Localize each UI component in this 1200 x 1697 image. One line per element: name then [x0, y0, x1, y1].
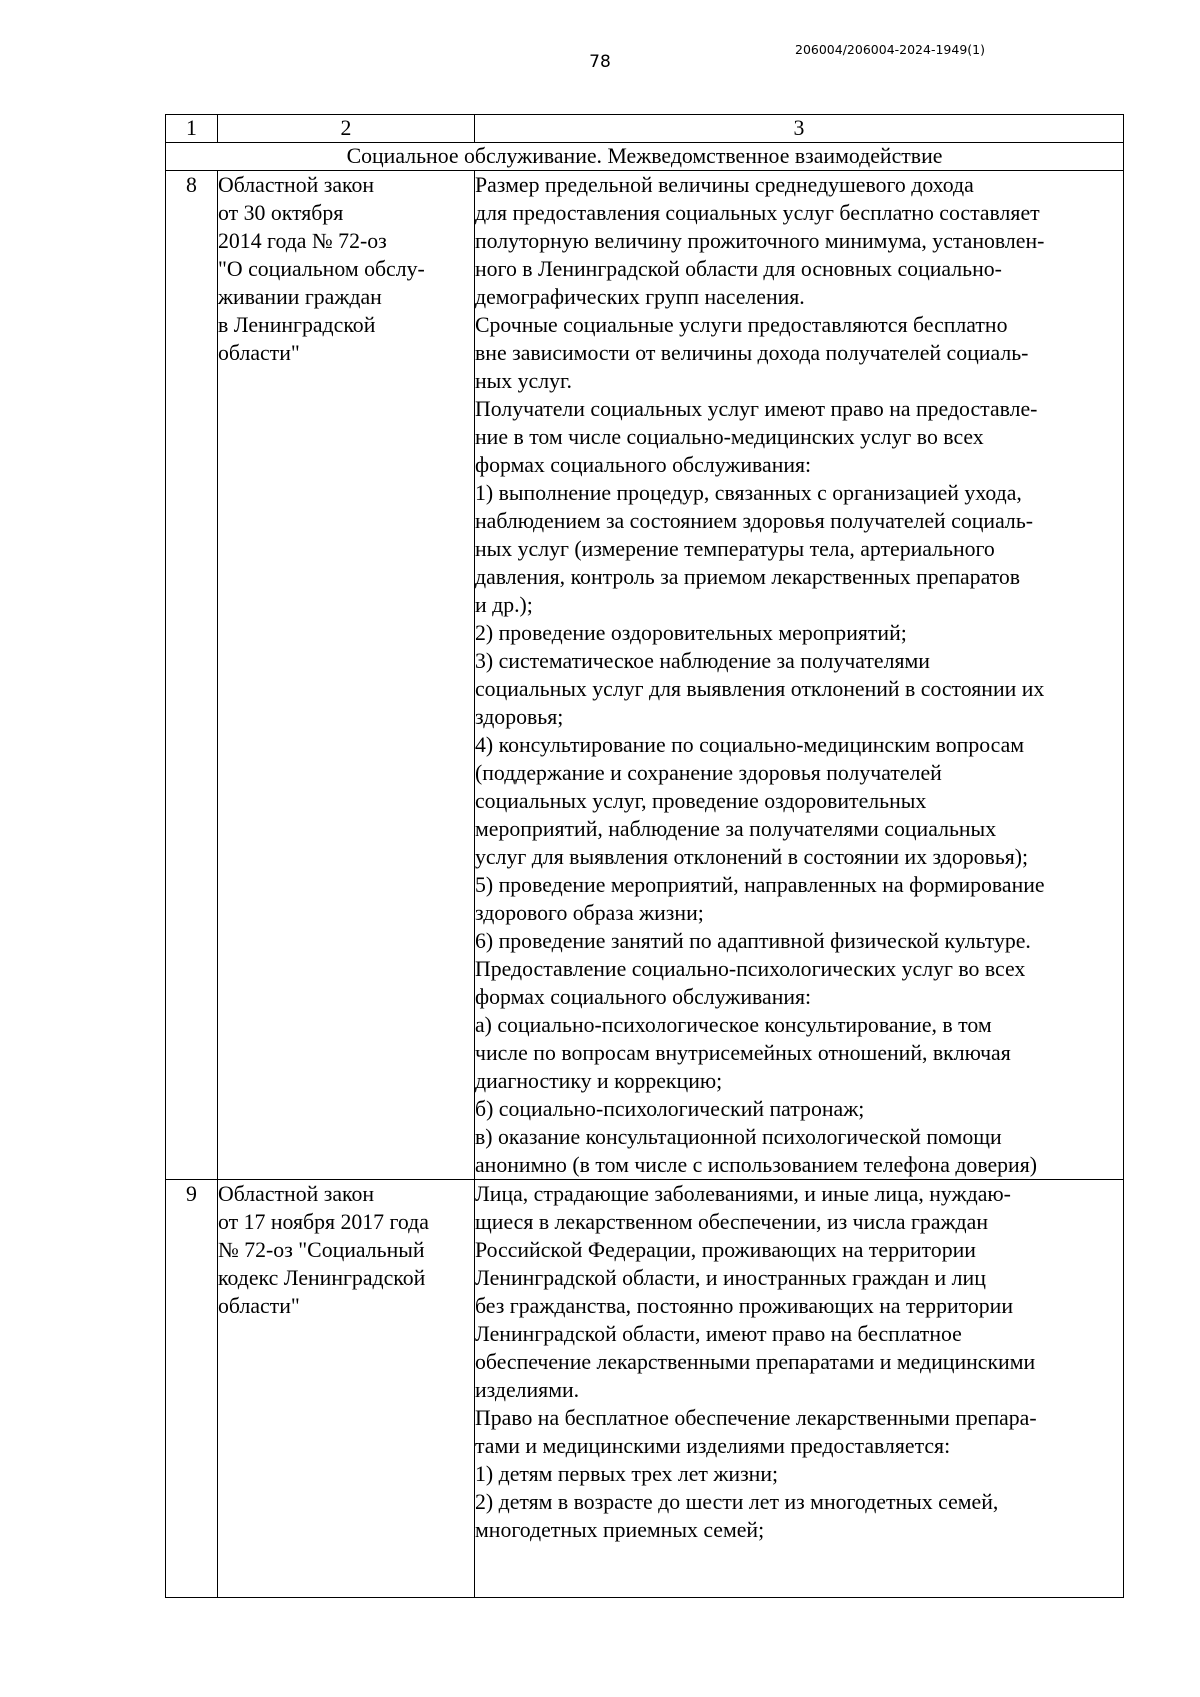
- text-line: ных услуг (измерение температуры тела, артериального: [475, 537, 995, 561]
- text-line: Ленинградской области, и иностранных граждан и лиц: [475, 1266, 986, 1290]
- text-line: б) социально-психологический патронаж;: [475, 1097, 865, 1121]
- text-line: 2) детям в возрасте до шести лет из многодетных семей,: [475, 1490, 999, 1514]
- text-line: Ленинградской области, имеют право на бесплатное: [475, 1322, 962, 1346]
- table-row: [166, 1180, 1124, 1598]
- law-reference-cell: [218, 171, 475, 1180]
- text-line: для предоставления социальных услуг бесплатно составляет: [475, 201, 1040, 225]
- row-number: 9: [166, 1180, 218, 1598]
- text-line: ных услуг.: [475, 369, 572, 393]
- law-line: Областной закон: [218, 173, 375, 197]
- law-line: области": [218, 1294, 300, 1318]
- law-table: [165, 114, 1124, 1598]
- text-line: 1) выполнение процедур, связанных с организацией ухода,: [475, 481, 1022, 505]
- text-line: здоровья;: [475, 705, 564, 729]
- text-line: 5) проведение мероприятий, направленных на формирование: [475, 873, 1045, 897]
- text-line: 3) систематическое наблюдение за получателями: [475, 649, 930, 673]
- page-number: 78: [589, 52, 611, 72]
- section-row: [166, 143, 1124, 171]
- table-row: [166, 171, 1124, 1180]
- law-line: от 30 октября: [218, 201, 344, 225]
- text-line: щиеся в лекарственном обеспечении, из числа граждан: [475, 1210, 988, 1234]
- text-line: формах социального обслуживания:: [475, 453, 812, 477]
- text-line: Право на бесплатное обеспечение лекарственными препара-: [475, 1406, 1037, 1430]
- law-line: Областной закон: [218, 1182, 375, 1206]
- text-line: 6) проведение занятий по адаптивной физической культуре.: [475, 929, 1031, 953]
- text-line: вне зависимости от величины дохода получателей социаль-: [475, 341, 1029, 365]
- text-line: социальных услуг для выявления отклонений в состоянии их: [475, 677, 1045, 701]
- text-line: изделиями.: [475, 1378, 580, 1402]
- law-line: области": [218, 341, 300, 365]
- column-header-2: 2: [218, 115, 475, 143]
- text-line: и др.);: [475, 593, 533, 617]
- text-line: без гражданства, постоянно проживающих на территории: [475, 1294, 1014, 1318]
- text-line: Предоставление социально-психологических услуг во всех: [475, 957, 1026, 981]
- text-line: многодетных приемных семей;: [475, 1518, 765, 1542]
- text-line: мероприятий, наблюдение за получателями социальных: [475, 817, 997, 841]
- text-line: числе по вопросам внутрисемейных отношений, включая: [475, 1041, 1011, 1065]
- text-line: демографических групп населения.: [475, 285, 805, 309]
- law-reference-cell: [218, 1180, 475, 1598]
- law-line: 2014 года № 72-оз: [218, 229, 387, 253]
- column-header-1: 1: [166, 115, 218, 143]
- column-header-3: 3: [475, 115, 1124, 143]
- text-line: Срочные социальные услуги предоставляются бесплатно: [475, 313, 1008, 337]
- text-line: ние в том числе социально-медицинских услуг во всех: [475, 425, 984, 449]
- text-line: а) социально-психологическое консультирование, в том: [475, 1013, 992, 1037]
- text-line: 4) консультирование по социально-медицинским вопросам: [475, 733, 1025, 757]
- law-line: кодекс Ленинградской: [218, 1266, 426, 1290]
- text-line: Лица, страдающие заболеваниями, и иные лица, нуждаю-: [475, 1182, 1011, 1206]
- row-number: 8: [166, 171, 218, 1180]
- column-header-row: [166, 115, 1124, 143]
- text-line: обеспечение лекарственными препаратами и медицинскими: [475, 1350, 1036, 1374]
- text-line: давления, контроль за приемом лекарственных препаратов: [475, 565, 1021, 589]
- text-line: ного в Ленинградской области для основных социально-: [475, 257, 1002, 281]
- text-line: (поддержание и сохранение здоровья получателей: [475, 761, 942, 785]
- law-line: № 72-оз "Социальный: [218, 1238, 425, 1262]
- text-line: анонимно (в том числе с использованием телефона доверия): [475, 1153, 1038, 1177]
- text-line: 1) детям первых трех лет жизни;: [475, 1462, 779, 1486]
- law-line: "О социальном обслу-: [218, 257, 425, 281]
- law-line: от 17 ноября 2017 года: [218, 1210, 429, 1234]
- text-line: диагностику и коррекцию;: [475, 1069, 723, 1093]
- section-title: Социальное обслуживание. Межведомственное взаимодействие: [166, 143, 1124, 171]
- text-line: тами и медицинскими изделиями предоставляется:: [475, 1434, 951, 1458]
- provision-text-cell: [475, 171, 1124, 1180]
- text-line: услуг для выявления отклонений в состоянии их здоровья);: [475, 845, 1029, 869]
- text-line: наблюдением за состоянием здоровья получателей социаль-: [475, 509, 1034, 533]
- provision-text-cell: [475, 1180, 1124, 1598]
- text-line: Российской Федерации, проживающих на территории: [475, 1238, 976, 1262]
- text-line: 2) проведение оздоровительных мероприятий;: [475, 621, 907, 645]
- law-line: в Ленинградской: [218, 313, 376, 337]
- text-line: формах социального обслуживания:: [475, 985, 812, 1009]
- text-line: здорового образа жизни;: [475, 901, 704, 925]
- law-line: живании граждан: [218, 285, 382, 309]
- document-id: 206004/206004-2024-1949(1): [795, 42, 985, 57]
- text-line: полуторную величину прожиточного минимума, установлен-: [475, 229, 1045, 253]
- text-line: Размер предельной величины среднедушевого дохода: [475, 173, 974, 197]
- text-line: в) оказание консультационной психологической помощи: [475, 1125, 1002, 1149]
- text-line: Получатели социальных услуг имеют право на предоставле-: [475, 397, 1038, 421]
- text-line: социальных услуг, проведение оздоровительных: [475, 789, 927, 813]
